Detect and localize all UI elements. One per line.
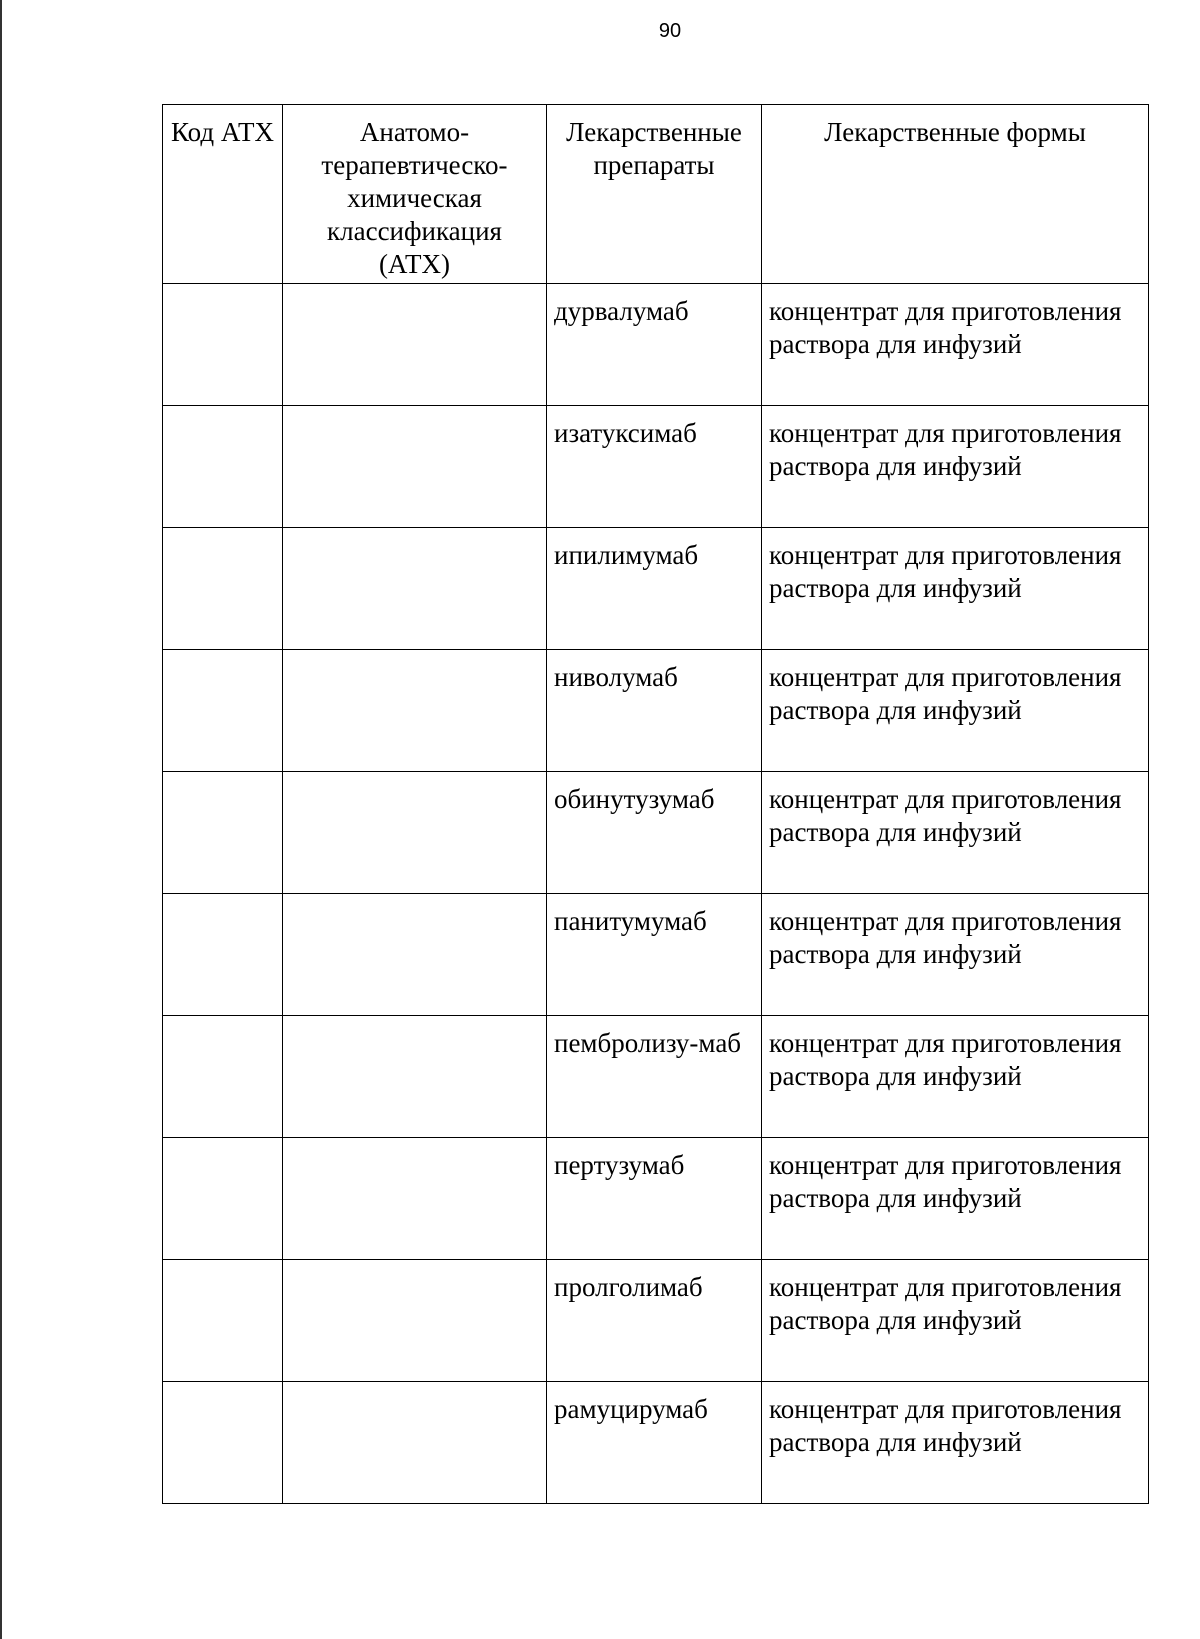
- cell-drug: пембролизу-маб: [547, 1016, 762, 1138]
- cell-drug: рамуцирумаб: [547, 1382, 762, 1504]
- cell-atc-classification: [283, 284, 547, 406]
- cell-atc-code: [163, 650, 283, 772]
- header-atc-classification: Анатомо-терапевтическо-химическая классификация (АТХ): [283, 105, 547, 284]
- table-row: [163, 406, 1149, 528]
- cell-atc-code: [163, 772, 283, 894]
- cell-drug: панитумумаб: [547, 894, 762, 1016]
- cell-dosage-form: концентрат для приготовления раствора для инфузий: [762, 406, 1149, 528]
- page-edge-shadow: [0, 0, 2, 1639]
- table-row: [163, 284, 1149, 406]
- drug-table: [162, 104, 1149, 1504]
- header-atc-code: Код АТХ: [163, 105, 283, 284]
- cell-drug: изатуксимаб: [547, 406, 762, 528]
- cell-atc-code: [163, 894, 283, 1016]
- cell-atc-classification: [283, 894, 547, 1016]
- cell-dosage-form: концентрат для приготовления раствора для инфузий: [762, 284, 1149, 406]
- table-row: [163, 772, 1149, 894]
- cell-atc-code: [163, 1260, 283, 1382]
- cell-dosage-form: концентрат для приготовления раствора для инфузий: [762, 1260, 1149, 1382]
- cell-dosage-form: концентрат для приготовления раствора для инфузий: [762, 1138, 1149, 1260]
- table-row: [163, 528, 1149, 650]
- table-row: [163, 1138, 1149, 1260]
- cell-atc-classification: [283, 406, 547, 528]
- cell-dosage-form: концентрат для приготовления раствора для инфузий: [762, 1016, 1149, 1138]
- cell-dosage-form: концентрат для приготовления раствора для инфузий: [762, 650, 1149, 772]
- cell-atc-classification: [283, 528, 547, 650]
- cell-atc-classification: [283, 772, 547, 894]
- cell-atc-classification: [283, 1138, 547, 1260]
- cell-dosage-form: концентрат для приготовления раствора для инфузий: [762, 528, 1149, 650]
- table-row: [163, 1260, 1149, 1382]
- cell-atc-classification: [283, 1382, 547, 1504]
- header-drugs: Лекарственные препараты: [547, 105, 762, 284]
- cell-atc-code: [163, 1016, 283, 1138]
- table-row: [163, 894, 1149, 1016]
- cell-atc-classification: [283, 1260, 547, 1382]
- cell-atc-code: [163, 1138, 283, 1260]
- cell-dosage-form: концентрат для приготовления раствора для инфузий: [762, 1382, 1149, 1504]
- cell-dosage-form: концентрат для приготовления раствора для инфузий: [762, 894, 1149, 1016]
- page-number: 90: [658, 20, 682, 42]
- table-row: [163, 1382, 1149, 1504]
- cell-drug: ипилимумаб: [547, 528, 762, 650]
- cell-drug: пролголимаб: [547, 1260, 762, 1382]
- cell-drug: дурвалумаб: [547, 284, 762, 406]
- cell-atc-classification: [283, 1016, 547, 1138]
- cell-drug: ниволумаб: [547, 650, 762, 772]
- header-dosage-forms: Лекарственные формы: [762, 105, 1149, 284]
- cell-drug: пертузумаб: [547, 1138, 762, 1260]
- table-row: [163, 650, 1149, 772]
- cell-atc-code: [163, 1382, 283, 1504]
- table-header-row: [163, 105, 1149, 284]
- table-row: [163, 1016, 1149, 1138]
- cell-atc-classification: [283, 650, 547, 772]
- cell-drug: обинутузумаб: [547, 772, 762, 894]
- cell-atc-code: [163, 528, 283, 650]
- cell-atc-code: [163, 284, 283, 406]
- cell-atc-code: [163, 406, 283, 528]
- cell-dosage-form: концентрат для приготовления раствора для инфузий: [762, 772, 1149, 894]
